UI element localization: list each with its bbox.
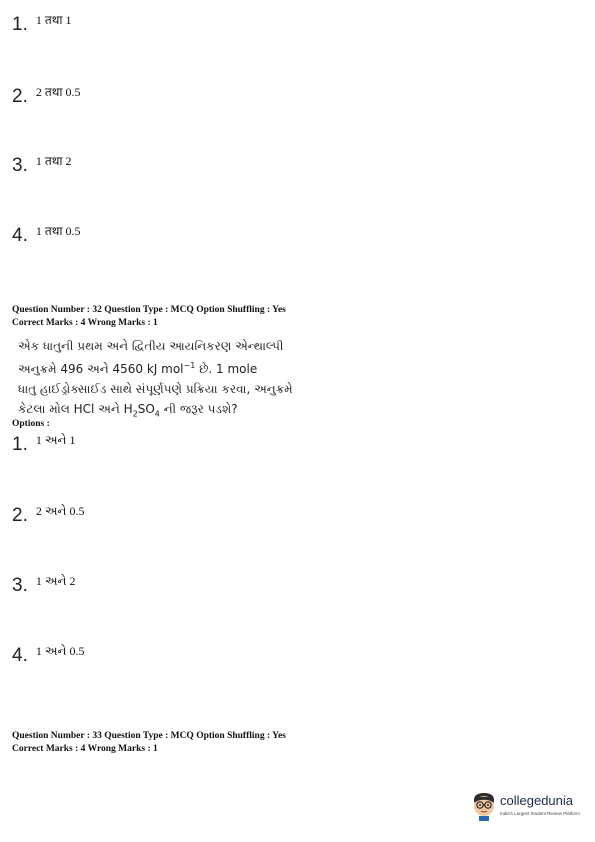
mascot-icon — [470, 791, 498, 821]
question-meta-line: Question Number : 32 Question Type : MCQ Option Shuffling : Yes — [12, 305, 286, 315]
option-number: 2. — [12, 86, 28, 107]
option-text: 2 तथा 0.5 — [35, 85, 81, 99]
option-number: 3. — [12, 575, 28, 596]
question-32-meta — [12, 304, 286, 330]
prev-option-1[interactable] — [12, 14, 71, 36]
brand-tagline: India's Largest Student Review Platform — [500, 811, 580, 816]
question-33-meta — [12, 730, 286, 756]
question-text-part: અનુક્રમે 496 અને 4560 kJ mol — [18, 362, 184, 376]
q32-option-2[interactable] — [12, 505, 84, 527]
option-text: 1 અને 1 — [35, 433, 76, 447]
question-text-part: ની જરૂર પડશે? — [159, 402, 238, 416]
option-text: 1 तथा 2 — [35, 154, 72, 168]
question-text-part: SO — [137, 402, 155, 416]
option-number: 4. — [12, 645, 28, 666]
prev-option-4[interactable] — [12, 225, 80, 247]
option-text: 1 અને 0.5 — [35, 644, 85, 658]
question-line — [18, 399, 293, 424]
option-text: 1 અને 2 — [35, 574, 76, 588]
option-number: 1. — [12, 14, 28, 35]
option-number: 3. — [12, 155, 28, 176]
option-number: 1. — [12, 434, 28, 455]
collegedunia-logo — [470, 791, 588, 823]
subscript: 2 — [132, 409, 138, 419]
question-text-part: છે. 1 mole — [195, 362, 258, 376]
prev-option-2[interactable] — [12, 86, 80, 108]
option-number: 2. — [12, 505, 28, 526]
option-text: 1 तथा 1 — [35, 13, 72, 27]
subscript: 4 — [154, 409, 160, 419]
question-meta-line: Question Number : 33 Question Type : MCQ Option Shuffling : Yes — [12, 731, 286, 741]
prev-option-3[interactable] — [12, 155, 71, 177]
question-line: ધાતુ હાઈડ્રોક્સાઈડ સાથે સંપૂર્ણપણે પ્રક્રિયા કરવા, અનુક્રમે — [18, 382, 293, 396]
option-text: 2 અને 0.5 — [35, 504, 85, 518]
option-text: 1 तथा 0.5 — [35, 224, 81, 238]
marks-meta-line: Correct Marks : 4 Wrong Marks : 1 — [12, 744, 158, 754]
q32-option-4[interactable] — [12, 645, 84, 667]
option-number: 4. — [12, 225, 28, 246]
q32-option-3[interactable] — [12, 575, 75, 597]
brand-name: collegedunia — [500, 793, 574, 808]
options-label: Options : — [12, 419, 50, 429]
q32-option-1[interactable] — [12, 434, 75, 456]
marks-meta-line: Correct Marks : 4 Wrong Marks : 1 — [12, 318, 158, 328]
question-text-part: કેટલા મોલ HCl અને H — [18, 402, 133, 416]
question-32-text — [18, 336, 293, 424]
question-line: એક ધાતુની પ્રથમ અને દ્વિતીય આયનિકરણ એન્થાલ્પી — [18, 339, 284, 353]
question-line — [18, 356, 293, 379]
superscript: −1 — [183, 361, 196, 370]
